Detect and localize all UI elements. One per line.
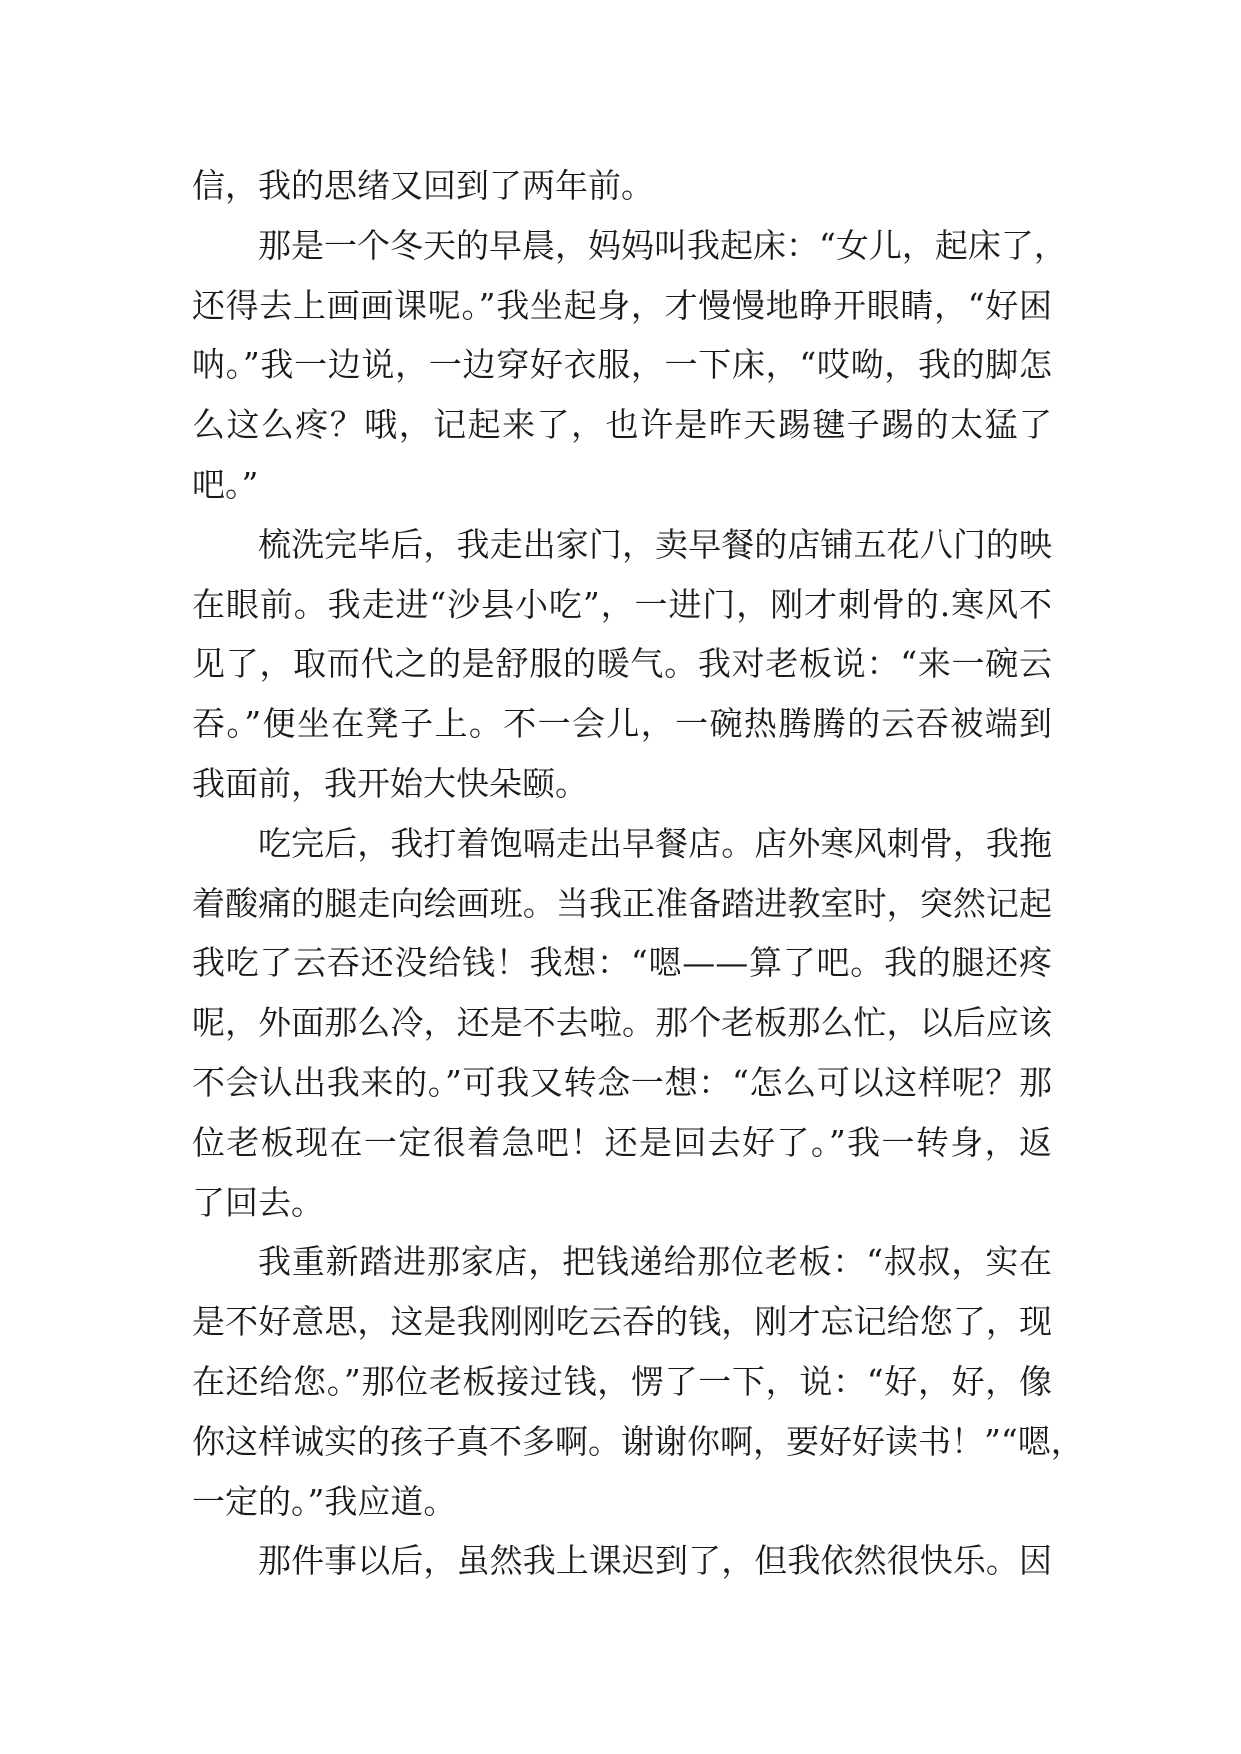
text-line: 吞。”便坐在凳子上。不一会儿，一碗热腾腾的云吞被端到	[192, 704, 1052, 744]
text-line: 我吃了云吞还没给钱！我想：“嗯——算了吧。我的腿还疼	[192, 943, 1052, 983]
text-line: 那是一个冬天的早晨，妈妈叫我起床：“女儿，起床了，	[258, 225, 1067, 265]
document-body-text	[192, 156, 1084, 1591]
text-line: 那件事以后，虽然我上课迟到了，但我依然很快乐。因	[258, 1541, 1052, 1581]
text-line: 着酸痛的腿走向绘画班。当我正准备踏进教室时，突然记起	[192, 883, 1052, 923]
text-line: 我面前，我开始大快朵颐。	[192, 763, 588, 803]
text-line: 见了，取而代之的是舒服的暖气。我对老板说：“来一碗云	[192, 644, 1052, 684]
text-line: 了回去。	[192, 1182, 324, 1222]
text-line: 信，我的思绪又回到了两年前。	[192, 166, 654, 205]
text-line: 在还给您。”那位老板接过钱，愣了一下，说：“好，好，像	[192, 1361, 1052, 1401]
text-line: 么这么疼？哦，记起来了，也许是昨天踢毽子踢的太猛了	[192, 405, 1052, 445]
text-line: 你这样诚实的孩子真不多啊。谢谢你啊，要好好读书！”“嗯，	[192, 1421, 1084, 1461]
text-line: 吃完后，我打着饱嗝走出早餐店。店外寒风刺骨，我拖	[258, 823, 1052, 863]
text-line: 呢，外面那么冷，还是不去啦。那个老板那么忙，以后应该	[192, 1003, 1052, 1043]
text-line: 还得去上画画课呢。”我坐起身，才慢慢地睁开眼睛，“好困	[192, 285, 1052, 325]
text-line: 不会认出我来的。”可我又转念一想：“怎么可以这样呢？那	[192, 1062, 1052, 1102]
text-line: 我重新踏进那家店，把钱递给那位老板：“叔叔，实在	[258, 1242, 1052, 1282]
text-line: 梳洗完毕后，我走出家门，卖早餐的店铺五花八门的映	[258, 524, 1052, 564]
text-line: 呐。”我一边说，一边穿好衣服，一下床，“哎呦，我的脚怎	[192, 345, 1052, 385]
text-line: 位老板现在一定很着急吧！还是回去好了。”我一转身，返	[192, 1122, 1052, 1162]
text-line: 吧。”	[192, 464, 259, 504]
text-line: 在眼前。我走进“沙县小吃”，一进门，刚才刺骨的.寒风不	[192, 584, 1052, 624]
text-line: 一定的。”我应道。	[192, 1481, 457, 1521]
text-line: 是不好意思，这是我刚刚吃云吞的钱，刚才忘记给您了，现	[192, 1302, 1052, 1342]
